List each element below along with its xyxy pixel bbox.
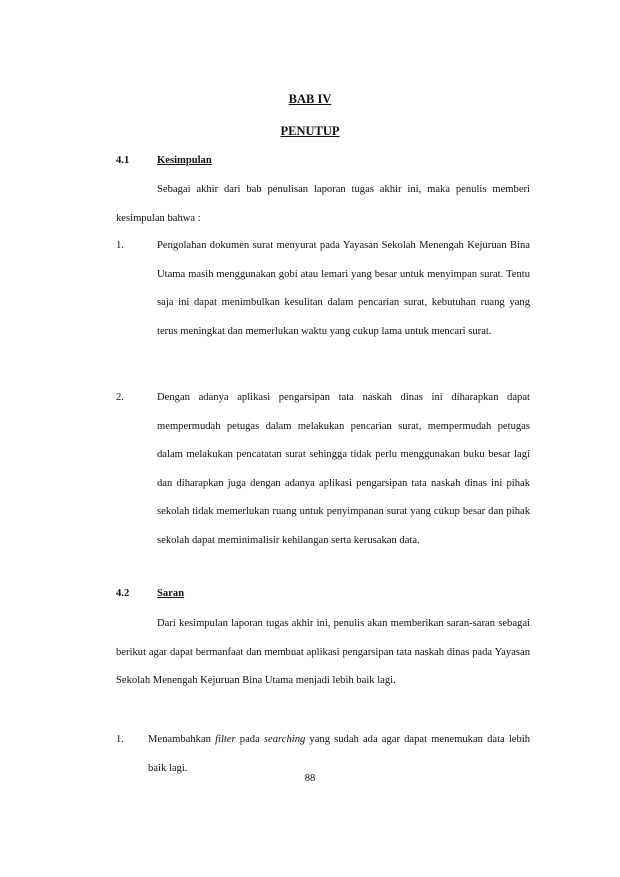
conclusion-intro: Sebagai akhir dari bab penulisan laporan tugas akhir ini, maka penulis memberi kesimpulan bahwa :: [116, 184, 530, 224]
page-number: 88: [304, 773, 316, 784]
section-number: 4.2: [116, 588, 130, 599]
list-number: 1.: [116, 240, 124, 251]
chapter-title: PENUTUP: [280, 124, 340, 138]
chapter-heading: BAB IV: [288, 92, 332, 106]
italic-term: searching: [263, 734, 306, 745]
suggestion-intro: Dari kesimpulan laporan tugas akhir ini, penulis akan memberikan saran-saran sebagai berikut agar dapat bermanfaat dan membuat aplikasi pengarsipan tata naskah dinas pada Yayasan Sekolah Menengah Kejuruan Bina Utama menjadi lebih baik lagi.: [116, 618, 530, 687]
text-run: pada: [235, 734, 264, 745]
section-number: 4.1: [116, 155, 130, 166]
list-number: 2.: [116, 392, 124, 403]
list-number: 1.: [116, 734, 124, 745]
text-run: yang sudah ada agar dapat menemukan data lebih baik lagi.: [148, 734, 531, 774]
list-item-text: Pengolahan dokumen surat menyurat pada Yayasan Sekolah Menengah Kejuruan Bina Utama masih menggunakan gobi atau lemari yang besar untuk menyimpan surat. Tentu saja ini dapat menimbulkan kesulitan dalam pencarian surat, kebutuhan ruang yang terus meningkat dan memerlukan waktu yang cukup lama untuk mencari surat.: [157, 240, 530, 337]
list-item-text: Dengan adanya aplikasi pengarsipan tata naskah dinas ini diharapkan dapat mempermudah petugas dalam melakukan pencarian surat, mempermudah petugas dalam melakukan pencatatan surat sehingga tidak perlu menggunakan buku besar lagi dan diharapkan juga dengan adanya aplikasi pengarsipan tata naskah dinas ini pihak sekolah tidak memerlukan ruang untuk penyimpanan surat yang cukup besar dan pihak sekolah dapat meminimalisir kehilangan serta kerusakan data.: [157, 392, 530, 546]
italic-term: filter: [215, 734, 236, 745]
section-title: Saran: [157, 588, 185, 599]
section-title: Kesimpulan: [157, 155, 212, 166]
text-run: Menambahkan: [148, 734, 216, 745]
